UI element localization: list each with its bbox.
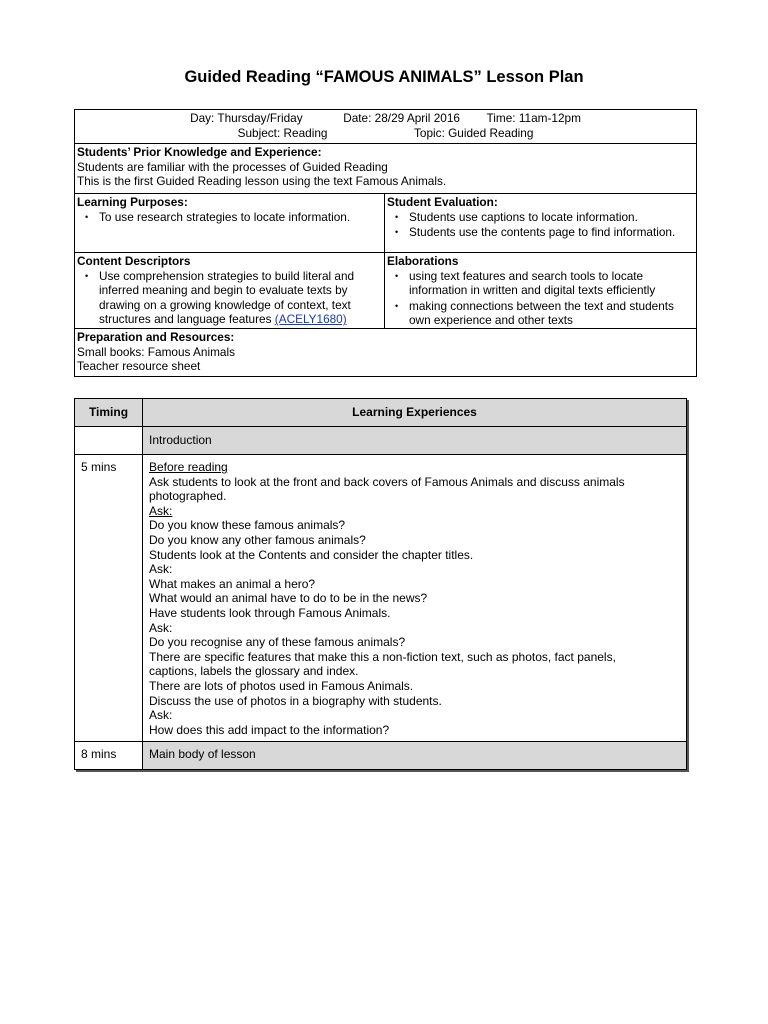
topic-text: Topic: Guided Reading [414, 125, 534, 140]
content-descriptors-heading: Content Descriptors [77, 254, 191, 268]
main-body-cell [143, 742, 687, 770]
main-body-timing-cell [75, 742, 143, 770]
introduction-timing-cell [75, 427, 143, 455]
preparation-section [75, 328, 696, 376]
before-reading-line: Do you know any other famous animals? [149, 532, 366, 547]
learning-experiences-table [74, 398, 687, 770]
before-reading-line: There are lots of photos used in Famous Animals. [149, 678, 414, 693]
timing-column-header: Timing [75, 399, 143, 427]
before-reading-heading: Before reading [149, 460, 228, 474]
before-reading-line: Students look at the Contents and consider the chapter titles. [149, 547, 474, 562]
prior-knowledge-line: Students are familiar with the processes of Guided Reading [77, 159, 388, 174]
before-reading-row [75, 455, 687, 742]
before-reading-line: There are specific features that make this a non-fiction text, such as photos, fact panels, [149, 649, 616, 664]
time-text: Time: 11am-12pm [486, 111, 581, 125]
prior-knowledge-heading: Students’ Prior Knowledge and Experience: [77, 145, 322, 159]
before-reading-line: Do you know these famous animals? [149, 518, 346, 533]
page-title: Guided Reading “FAMOUS ANIMALS” Lesson Plan [184, 68, 584, 86]
lesson-info-table [74, 109, 697, 377]
evaluation-item: • Students use captions to locate information. [407, 210, 694, 225]
main-body-row [75, 742, 687, 770]
before-reading-line: photographed. [149, 489, 227, 504]
before-reading-line: captions, labels the glossary and index. [149, 664, 359, 679]
elaboration-item: • using text features and search tools to locate information in written and digital texts efficiently [407, 269, 694, 298]
content-descriptor-item [97, 269, 382, 327]
student-evaluation-heading: Student Evaluation: [387, 195, 498, 209]
experiences-header-row [75, 399, 687, 427]
learning-purpose-item: • To use research strategies to locate information. [97, 210, 382, 225]
before-reading-line: Ask: [149, 620, 173, 635]
subject-text: Subject: Reading [237, 125, 328, 140]
before-reading-line: Discuss the use of photos in a biography with students. [149, 693, 442, 708]
elaborations-heading: Elaborations [387, 254, 459, 268]
introduction-row [75, 427, 687, 455]
main-body-label: Main body of lesson [149, 747, 256, 762]
prior-knowledge-line: This is the first Guided Reading lesson using the text Famous Animals. [77, 174, 447, 189]
before-reading-line: Do you recognise any of these famous animals? [149, 635, 406, 650]
before-reading-cell [143, 455, 687, 742]
before-reading-line: What would an animal have to do to be in the news? [149, 591, 428, 606]
learning-purposes-heading: Learning Purposes: [77, 195, 188, 209]
lesson-info-row [75, 110, 696, 143]
introduction-label: Introduction [149, 433, 212, 447]
before-reading-line: What makes an animal a hero? [149, 576, 316, 591]
day-text: Day: Thursday/Friday [190, 111, 303, 125]
prior-knowledge-section [75, 143, 696, 193]
main-body-time: 8 mins [81, 747, 117, 762]
ask-label: Ask: [149, 503, 173, 518]
before-reading-line: Have students look through Famous Animals. [149, 605, 391, 620]
student-evaluation-cell [385, 194, 696, 252]
learning-column-header: Learning Experiences [143, 399, 687, 427]
before-reading-line: Ask: [149, 708, 173, 723]
before-reading-line: Ask students to look at the front and back covers of Famous Animals and discuss animals [149, 474, 625, 489]
date-text: Date: 28/29 April 2016 [343, 111, 460, 125]
preparation-heading: Preparation and Resources: [77, 330, 235, 344]
before-reading-line: How does this add impact to the information? [149, 722, 390, 737]
preparation-line: Small books: Famous Animals [77, 344, 236, 359]
learning-purposes-cell [75, 194, 385, 252]
preparation-line: Teacher resource sheet [77, 359, 201, 374]
purposes-evaluation-row [75, 193, 696, 252]
content-elaborations-row [75, 252, 696, 328]
before-reading-line: Ask: [149, 562, 173, 577]
elaborations-cell [385, 253, 696, 328]
elaboration-item: • making connections between the text and students own experience and other texts [407, 299, 694, 328]
before-reading-time: 5 mins [81, 460, 117, 474]
content-descriptor-text: Use comprehension strategies to build literal and inferred meaning and begin to evaluate texts by drawing on a growing knowledge of context, text structures and language features [99, 268, 355, 327]
evaluation-item: • Students use the contents page to find information. [407, 225, 694, 240]
content-descriptors-cell [75, 253, 385, 328]
introduction-cell [143, 427, 687, 455]
before-reading-timing-cell [75, 455, 143, 742]
acara-code-link[interactable]: (ACELY1680) [274, 312, 347, 327]
